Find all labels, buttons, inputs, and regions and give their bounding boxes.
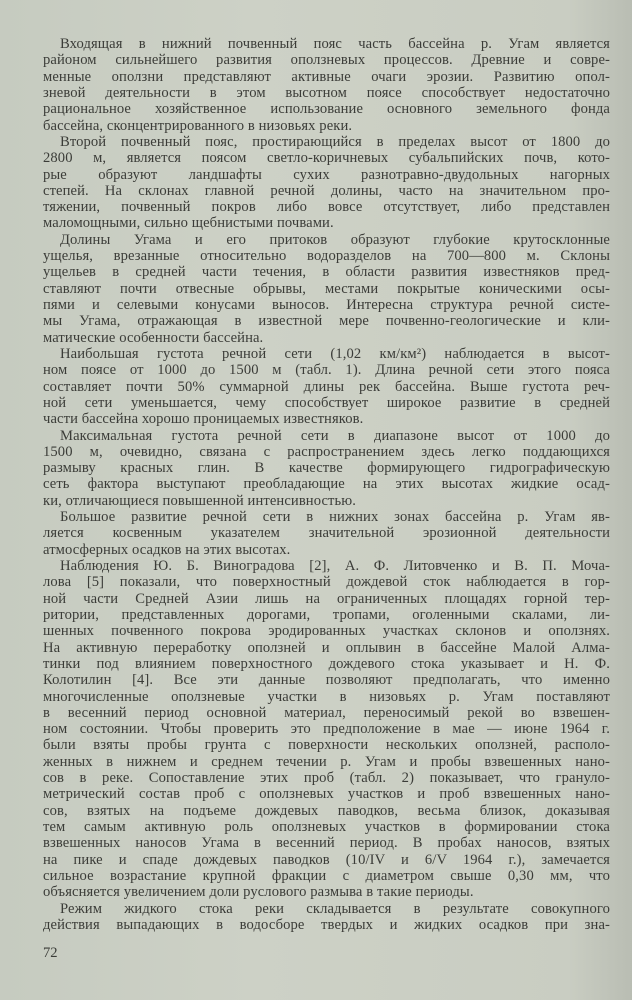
text-line: тяжении, почвенный покров либо вовсе отсутствует, либо представлен xyxy=(43,199,610,216)
text-line: Наблюдения Ю. Б. Виноградова [2], А. Ф. Литовченко и В. П. Моча- xyxy=(60,558,610,574)
text-line: Долины Угама и его притоков образуют глубокие крутосклонные xyxy=(60,231,610,248)
text-line: Максимальная густота речной сети в диапазоне высот от 1000 до xyxy=(60,427,610,444)
text-line: менные оползни представляют активные очаги эрозии. Развитию опол- xyxy=(43,68,610,85)
text-line: пями и селевыми конусами выносов. Интересна структура речной систе- xyxy=(43,297,610,313)
text-line: женных в нижнем и среднем течении р. Угам и пробы взвешенных нано- xyxy=(43,753,610,770)
text-line: На активную переработку оползней и оплывин в бассейне Малой Алма- xyxy=(43,639,610,656)
text-line: сеть фактора выступают преобладающие на этих высотах жидкие осад- xyxy=(43,476,610,493)
text-line: сов в реке. Сопоставление этих проб (табл. 2) показывает, что грануло- xyxy=(43,770,610,787)
text-line: ки, отличающиеся повышенной интенсивностью. xyxy=(43,492,357,509)
text-line: зневой деятельности в этом высотном поясе способствует недостаточно xyxy=(43,84,610,101)
text-line: составляет почти 50% суммарной длины рек бассейна. Выше густота реч- xyxy=(43,378,610,395)
text-line: степей. На склонах главной речной долины, часто на значительном про- xyxy=(43,182,610,199)
text-line: ущельев в средней части течения, в области развития известняков пред- xyxy=(43,264,610,281)
text-line: тинки под влиянием поверхностного дождевого стока указывает и Н. Ф. xyxy=(43,655,610,672)
text-line: 1500 м, очевидно, связана с распространением здесь легко поддающихся xyxy=(43,443,610,460)
text-line: ной сети уменьшается, чему способствует широкое развитие в средней xyxy=(43,394,610,411)
text-line: ном состоянии. Чтобы проверить это предположение в мае — июне 1964 г. xyxy=(43,721,610,738)
page-text xyxy=(43,36,610,933)
text-line: Второй почвенный пояс, простирающийся в пределах высот от 1800 до xyxy=(60,133,610,150)
text-line: тем самым активную роль оползневых участков в формировании стока xyxy=(43,819,610,835)
text-line: действия выпадающих в водосборе твердых и жидких осадков при зна- xyxy=(43,916,610,933)
text-line: ритории, представленных дорогами, тропами, оголенными скалами, ли- xyxy=(43,606,610,623)
text-line: части бассейна хорошо проницаемых известняков. xyxy=(43,411,364,428)
text-line: объясняется увеличением доли руслового размыва в такие периоды. xyxy=(43,884,474,901)
text-line: на пике и спаде дождевых паводков (10/IV и 6/V 1964 г.), замечается xyxy=(43,851,610,868)
text-line: маломощными, сильно щебнистыми почвами. xyxy=(43,215,334,232)
text-line: Наибольшая густота речной сети (1,02 км/км²) наблюдается в высот- xyxy=(60,345,610,362)
text-line: ной части Средней Азии лишь на ограниченных площадях горной тер- xyxy=(43,590,610,607)
text-line: Колотилин [4]. Все эти данные позволяют предполагать, что именно xyxy=(43,672,610,689)
text-line: ущелья, врезанные относительно водоразделов на 700—800 м. Склоны xyxy=(43,248,610,265)
text-line: многочисленные оползневые участки в низовьях р. Угам поставляют xyxy=(43,688,610,705)
text-line: ставляют почти отвесные обрывы, местами покрытые коническими осы- xyxy=(43,280,610,297)
text-line: рые образуют ландшафты сухих разнотравно-двудольных нагорных xyxy=(43,166,610,183)
text-line: были взяты пробы грунта с поверхности нескольких оползней, располо- xyxy=(43,737,610,754)
text-line: ном поясе от 1000 до 1500 м (табл. 1). Длина речной сети этого пояса xyxy=(43,362,610,379)
text-line: взвешенных наносов Угама в весенний период. В пробах наносов, взятых xyxy=(43,835,610,852)
text-line: Входящая в нижний почвенный пояс часть бассейна р. Угам является xyxy=(60,36,610,52)
text-line: 2800 м, является поясом светло-коричневых субальпийских почв, кото- xyxy=(43,150,610,167)
text-line: сов, взятых на подъеме дождевых паводков, весьма близок, доказывая xyxy=(43,802,610,819)
text-line: матические особенности бассейна. xyxy=(43,329,264,346)
text-line: в весенний период основной материал, переносимый рекой во взвешен- xyxy=(43,704,610,721)
text-line: размыву красных глин. В качестве формирующего гидрографическую xyxy=(43,460,610,477)
text-line: метрический состав проб с оползневых участков и проб взвешенных нано- xyxy=(43,786,610,803)
text-line: бассейна, сконцентрированного в низовьях реки. xyxy=(43,117,353,134)
text-line: районом сильнейшего развития оползневых процессов. Древние и совре- xyxy=(43,52,610,69)
text-line: рациональное хозяйственное использование основного земельного фонда xyxy=(43,101,610,118)
text-line: лова [5] показали, что поверхностный дождевой сток наблюдается в гор- xyxy=(43,574,610,591)
text-line: мы Угама, отражающая в известной мере почвенно-геологические и кли- xyxy=(43,313,610,330)
text-line: Большое развитие речной сети в нижних зонах бассейна р. Угам яв- xyxy=(60,509,610,526)
text-line: Режим жидкого стока реки складывается в результате совокупного xyxy=(60,900,610,917)
text-line: сильное возрастание крупной фракции с диаметром свыше 0,30 мм, что xyxy=(43,867,610,884)
text-line: атмосферных осадков на этих высотах. xyxy=(43,541,291,558)
text-line: ляется косвенным указателем значительной эрозионной деятельности xyxy=(43,525,610,542)
text-line: шенных почвенного покрова эродированных участках склонов и оползнях. xyxy=(43,623,610,640)
page-number: 72 xyxy=(43,945,58,961)
